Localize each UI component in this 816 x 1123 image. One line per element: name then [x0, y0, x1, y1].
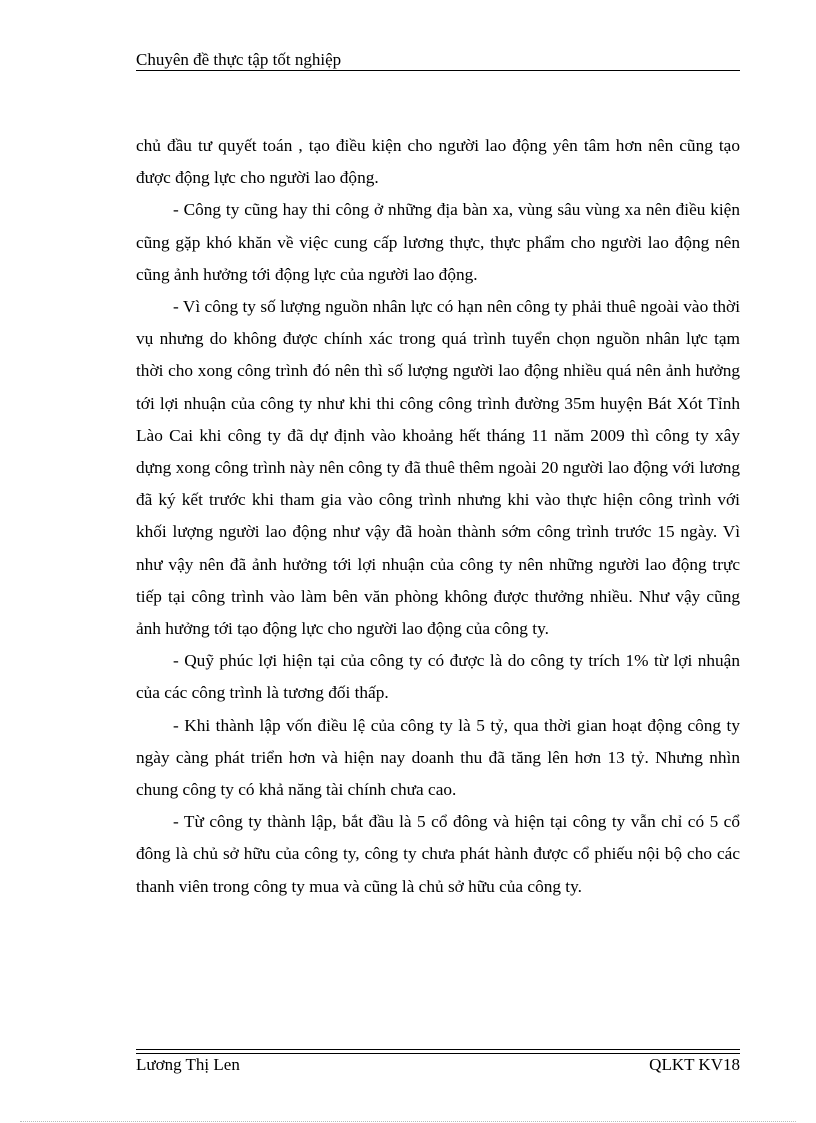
page-edge-divider — [20, 1121, 796, 1122]
paragraph: - Khi thành lập vốn điều lệ của công ty là 5 tỷ, qua thời gian hoạt động công ty ngày càng phát triển hơn và hiện nay doanh thu đã tăng lên hơn 13 tỷ. Nhưng nhìn chung công ty có khả năng tài chính chưa cao. — [136, 715, 740, 800]
footer-divider-thin — [136, 1053, 740, 1054]
paragraph: - Công ty cũng hay thi công ở những địa bàn xa, vùng sâu vùng xa nên điều kiện cũng gặp khó khăn về việc cung cấp lương thực, thực phẩm cho người lao động nên cũng ảnh hưởng tới động lực của người lao động. — [136, 200, 740, 284]
paragraph: chủ đầu tư quyết toán , tạo điều kiện cho người lao động yên tâm hơn nên cũng tạo được động lực cho người lao động. — [136, 136, 740, 188]
header-divider — [136, 70, 740, 71]
document-body — [136, 130, 740, 903]
footer-class-code: QLKT KV18 — [649, 1055, 740, 1074]
footer-author: Lương Thị Len — [136, 1055, 240, 1074]
paragraph: - Quỹ phúc lợi hiện tại của công ty có được là do công ty trích 1% từ lợi nhuận của các công trình là tương đối thấp. — [136, 651, 740, 703]
paragraph: - Từ công ty thành lập, bắt đầu là 5 cổ đông và hiện tại công ty vẫn chỉ có 5 cổ đông là chủ sở hữu của công ty, công ty chưa phát hành được cổ phiếu nội bộ cho các thanh viên trong công ty mua và cũng là chủ sở hữu của công ty. — [136, 812, 740, 896]
paragraph: - Vì công ty số lượng nguồn nhân lực có hạn nên công ty phải thuê ngoài vào thời vụ nhưng do không được chính xác trong quá trình tuyển chọn nguồn nhân lực tạm thời cho xong công trình đó nên thì số lượng người lao động nhiều quá nên ảnh hưởng tới lợi nhuận của công ty như khi thi công công trình đường 35m huyện Bát Xót Tỉnh Lào Cai khi công ty đã dự định vào khoảng hết tháng 11 năm 2009 thì công ty xây dựng xong công trình này nên công ty đã thuê thêm ngoài 20 người lao động với lương đã ký kết trước khi tham gia vào công trình nhưng khi vào thực hiện công trình với khối lượng người lao động như vậy đã hoàn thành sớm công trình trước 15 ngày. Vì như vậy nên đã ảnh hưởng tới lợi nhuận của công ty nên những người lao động trực tiếp tại công trình vào làm bên văn phòng không được thưởng nhiều. Như vậy cũng ảnh hưởng tới tạo động lực cho người lao động của công ty. — [136, 297, 740, 639]
header-title: Chuyên đề thực tập tốt nghiệp — [136, 50, 342, 69]
footer-divider — [136, 1049, 740, 1050]
